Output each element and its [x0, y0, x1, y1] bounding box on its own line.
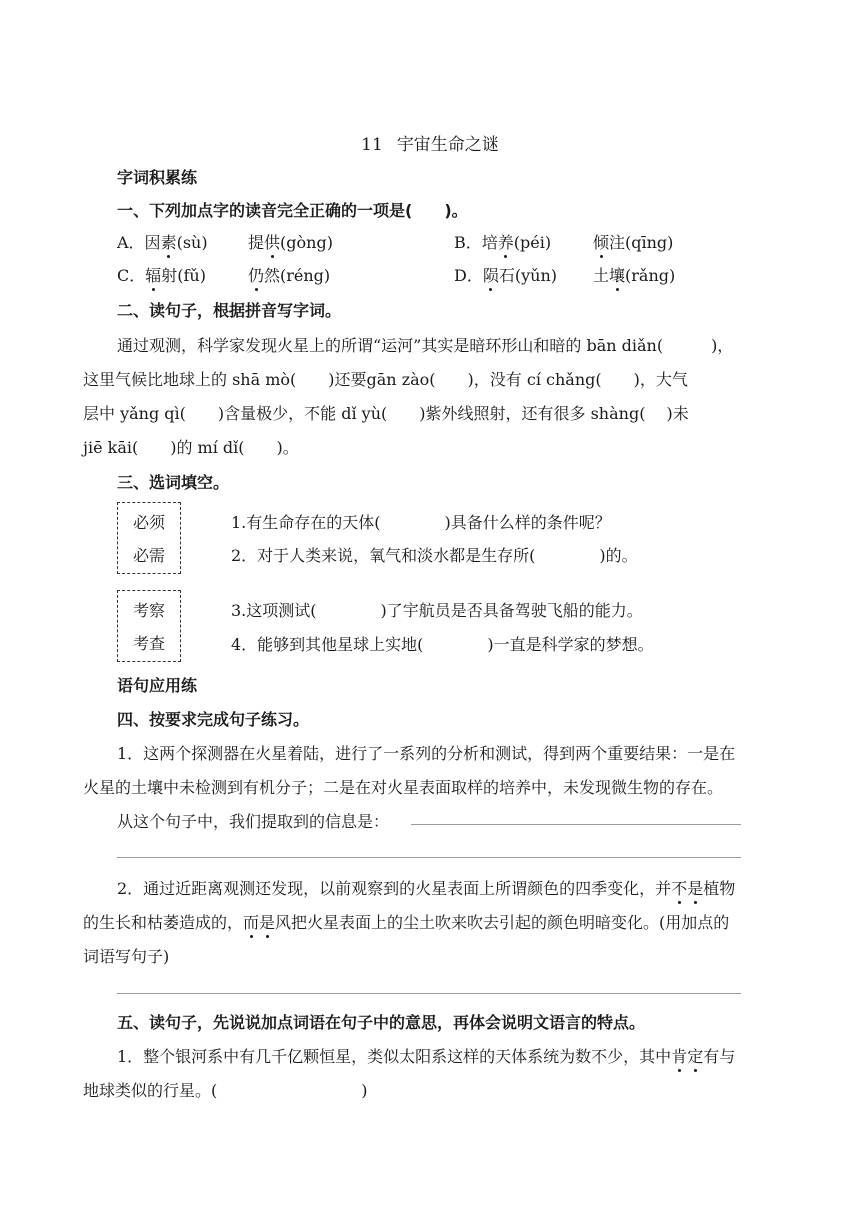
word-choice-2b: 考查: [132, 634, 165, 653]
q3-item-2: 2．对于人类来说，氧气和淡水都是生存所( )的。: [231, 546, 638, 565]
q4-2-line-3: 词语写句子): [83, 947, 170, 966]
answer-line-q4-2[interactable]: [117, 993, 741, 994]
page-title: [0, 130, 860, 155]
q5-1-line-2: 地球类似的行星。( ): [83, 1081, 368, 1100]
q4-1-line-1: 1．这两个探测器在火星着陆，进行了一系列的分析和测试，得到两个重要结果：一是在: [117, 744, 736, 763]
q4-1-prompt: 从这个句子中，我们提取到的信息是：: [117, 812, 390, 831]
q3-item-3: 3.这项测试( )了宇航员是否具备驾驶飞船的能力。: [231, 601, 643, 620]
option-d-word-1: D．陨石(yǔn): [454, 263, 557, 286]
option-b-word-1: B．培养(péi): [454, 230, 551, 253]
q2-line-2: 这里气候比地球上的 shā mò( )还要gān zào( )，没有 cí chǎng( )，大气: [83, 370, 688, 389]
answer-line-q4-1a[interactable]: [411, 824, 741, 825]
q4-1-line-2: 火星的土壤中未检测到有机分子；二是在对火星表面取样的培养中，未发现微生物的存在。: [83, 778, 724, 797]
answer-line-q4-1b[interactable]: [117, 857, 741, 858]
option-b-word-2: 倾注(qīng): [593, 230, 673, 253]
question-4-heading: 四、按要求完成句子练习。: [117, 710, 310, 729]
question-2-heading: 二、读句子，根据拼音写字词。: [117, 301, 342, 320]
word-choice-1a: 必须: [132, 513, 165, 532]
q5-1-line-1: 1．整个银河系中有几千亿颗恒星，类似太阳系这样的天体系统为数不少，其中肯定有与: [117, 1044, 735, 1067]
q2-line-1: 通过观测，科学家发现火星上的所谓“运河”其实是暗环形山和暗的 bān diǎn( )，: [117, 336, 734, 355]
question-1-heading: 一、下列加点字的读音完全正确的一项是( )。: [117, 201, 468, 220]
word-choice-box-2: [117, 590, 181, 662]
option-a-word-1: A．因素(sù): [117, 230, 208, 253]
option-a-word-2: 提供(gòng): [248, 230, 333, 253]
word-choice-box-1: [117, 502, 181, 574]
q4-2-line-1: 2．通过近距离观测还发现，以前观察到的火星表面上所谓颜色的四季变化，并不是植物: [117, 876, 735, 899]
lesson-title: 宇宙生命之谜: [396, 135, 499, 155]
q2-line-4: jiē kāi( )的 mí dǐ( )。: [83, 438, 299, 457]
word-choice-2a: 考察: [132, 601, 165, 620]
question-3-heading: 三、选词填空。: [117, 473, 230, 492]
question-5-heading: 五、读句子，先说说加点词语在句子中的意思，再体会说明文语言的特点。: [117, 1013, 646, 1032]
option-d-word-2: 土壤(rǎng): [593, 263, 675, 286]
q3-item-4: 4．能够到其他星球上实地( )一直是科学家的梦想。: [231, 635, 654, 654]
option-c-word-2: 仍然(réng): [248, 263, 330, 286]
q3-item-1: 1.有生命存在的天体( )具备什么样的条件呢？: [231, 513, 611, 532]
section-heading-vocab: 字词积累练: [117, 168, 198, 187]
section-heading-sentence: 语句应用练: [117, 676, 198, 695]
q2-line-3: 层中 yǎng qì( )含量极少，不能 dǐ yù( )紫外线照射，还有很多 shàng( )未: [83, 404, 689, 423]
lesson-number: 11: [361, 135, 383, 155]
q4-2-line-2: 的生长和枯萎造成的，而是风把火星表面上的尘土吹来吹去引起的颜色明暗变化。(用加点的: [83, 910, 729, 933]
word-choice-1b: 必需: [132, 546, 165, 565]
option-c-word-1: C．辐射(fǔ): [117, 263, 206, 286]
